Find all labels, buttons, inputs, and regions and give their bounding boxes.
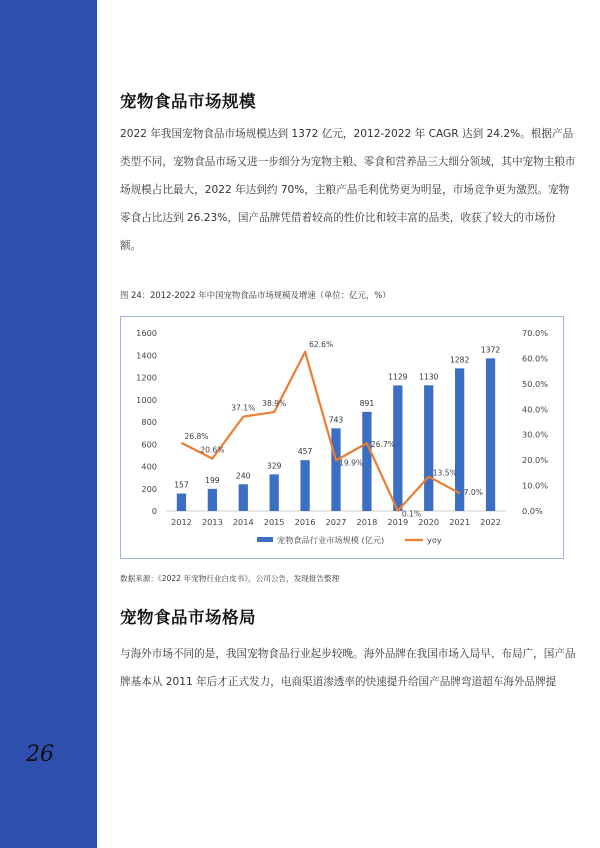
bar-value-label: 329 <box>266 461 282 471</box>
y-right-tick-label: 10.0% <box>522 480 549 491</box>
chart-frame <box>120 316 564 559</box>
x-tick-label: 2014 <box>232 517 254 527</box>
yoy-value-label: 26.8% <box>184 431 209 441</box>
bar <box>208 489 217 511</box>
bar-value-label: 1130 <box>419 372 439 382</box>
yoy-line <box>181 352 459 511</box>
x-tick-label: 2022 <box>480 517 501 527</box>
x-tick-label: 2012 <box>171 517 192 527</box>
yoy-value-label: 20.6% <box>200 445 225 455</box>
bar <box>486 358 495 511</box>
section-paragraph-market-size: 2022 年我国宠物食品市场规模达到 1372 亿元，2012-2022 年 CAGR 达到 24.2%。根据产品类型不同，宠物食品市场又进一步细分为宠物主粮、零食和营养品三大细分领域，其中宠物主粮市场规模占比最大，2022 年达到约 70%，主粮产品毛利优势更为明显，市场竞争更为激烈。宠物零食占比达到 26.23%，国产品牌凭借着较高的性价比和较丰富的品类，收获了较大的市场份额。 <box>120 128 576 252</box>
y-left-tick-label: 1200 <box>136 372 157 383</box>
x-tick-label: 2018 <box>356 517 378 527</box>
legend-label-line: yoy <box>427 535 442 545</box>
figure-source: 数据来源：《2022 年宠物行业白皮书》，公司公告，发现报告整理 <box>120 574 340 583</box>
bar-value-label: 199 <box>205 475 220 485</box>
x-tick-label: 2015 <box>263 517 285 527</box>
legend-swatch-bar <box>257 537 273 542</box>
bar <box>362 412 371 511</box>
yoy-value-label: 0.1% <box>401 509 422 519</box>
y-right-tick-label: 60.0% <box>522 353 549 364</box>
x-tick-label: 2020 <box>418 517 440 527</box>
bar-value-label: 157 <box>174 480 189 490</box>
bar-value-label: 743 <box>328 415 344 425</box>
y-left-tick-label: 200 <box>141 483 157 494</box>
yoy-value-label: 62.6% <box>309 339 334 349</box>
bar-value-label: 1282 <box>449 355 470 365</box>
section-title-market-size: 宠物食品市场规模 <box>120 92 256 111</box>
x-tick-label: 2021 <box>449 517 471 527</box>
yoy-value-label: 13.5% <box>432 468 457 478</box>
y-right-tick-label: 0.0% <box>522 506 543 516</box>
y-right-tick-label: 40.0% <box>522 404 549 415</box>
bar <box>270 474 279 511</box>
market-size-chart <box>121 317 563 558</box>
bar-value-label: 891 <box>359 398 375 408</box>
y-left-tick-label: 0 <box>151 506 157 516</box>
legend-label-bar: 宠物食品行业市场规模 (亿元) <box>277 535 385 545</box>
y-right-tick-label: 50.0% <box>522 378 549 389</box>
bar-value-label: 457 <box>297 447 313 457</box>
yoy-value-label: 7.0% <box>463 488 483 498</box>
x-tick-label: 2013 <box>201 517 223 527</box>
bar <box>239 484 248 511</box>
y-left-tick-label: 1400 <box>136 350 157 361</box>
bar-value-label: 1129 <box>388 372 408 382</box>
x-tick-label: 2016 <box>294 517 316 527</box>
y-left-tick-label: 1000 <box>136 394 157 405</box>
bar <box>177 494 186 511</box>
bar-value-label: 240 <box>236 471 251 481</box>
bar <box>424 385 433 511</box>
y-left-tick-label: 800 <box>141 417 157 427</box>
x-tick-label: 2019 <box>387 517 409 527</box>
figure-caption: 图 24：2012-2022 年中国宠物食品市场规模及增速（单位：亿元，%） <box>120 290 391 300</box>
y-left-tick-label: 600 <box>141 439 157 450</box>
y-left-tick-label: 1600 <box>136 328 157 338</box>
y-right-tick-label: 30.0% <box>522 429 549 440</box>
bar <box>300 460 309 511</box>
left-blue-band <box>0 0 97 848</box>
page-number: 26 <box>26 742 54 767</box>
y-right-tick-label: 70.0% <box>522 328 549 338</box>
y-left-tick-label: 400 <box>141 461 157 472</box>
yoy-value-label: 26.7% <box>370 440 396 450</box>
bar <box>331 428 340 511</box>
yoy-value-label: 19.9% <box>339 458 364 468</box>
bar-value-label: 1372 <box>480 345 501 355</box>
section-title-market-structure: 宠物食品市场格局 <box>120 608 256 627</box>
yoy-value-label: 38.9% <box>262 399 287 409</box>
x-tick-label: 2027 <box>325 517 347 527</box>
y-right-tick-label: 20.0% <box>522 455 549 466</box>
section-paragraph-market-structure: 与海外市场不同的是，我国宠物食品行业起步较晚。海外品牌在我国市场入局早、布局广，国产品牌基本从 2011 年后才正式发力，电商渠道渗透率的快速提升给国产品牌弯道超车海外品牌提 <box>120 648 576 688</box>
yoy-value-label: 37.1% <box>231 403 256 413</box>
